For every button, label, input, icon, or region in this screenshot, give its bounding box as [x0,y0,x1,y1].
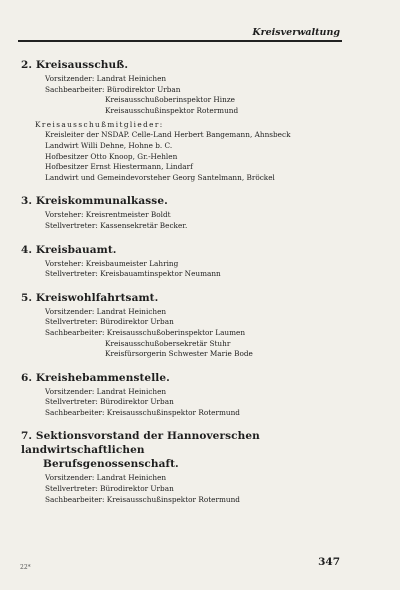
entry-line: Sachbearbeiter: Bürodirektor Urban [45,84,181,94]
section-title-line1: 7. Sektionsvorstand der Hannoverschen landwirtschaftlichen [21,430,260,457]
entry-line: Vorsitzender: Landrat Heinichen [45,386,167,396]
entry-line: Kreisausschußobersekretär Stuhr [105,338,231,348]
entry-line: Sachbearbeiter: Kreisausschußinspektor Rotermund [45,407,240,417]
entry-line: Kreisausschußoberinspektor Hinze [105,95,235,105]
members-heading: Kreisausschußmitglieder: [35,120,164,130]
signature-mark: 22* [20,564,31,571]
entry-line: Stellvertreter: Kreisbauamtinspektor Neumann [45,269,221,279]
section-title-line2: Berufsgenossenschaft. [43,458,179,471]
section-kreiskommunalkasse [21,194,350,231]
member-line: Hofbesitzer Otto Knoop, Gr.-Hehlen [45,151,178,161]
member-line: Landwirt und Gemeindevorsteher Georg Santelmann, Bröckel [45,172,275,182]
entry-line: Vorsitzender: Landrat Heinichen [45,473,167,483]
entry-line: Vorsitzender: Landrat Heinichen [45,306,167,316]
entry-line: Stellvertreter: Kassensekretär Becker. [45,220,188,230]
entry-line: Sachbearbeiter: Kreisausschußinspektor Rotermund [45,494,240,504]
section-title: 6. Kreishebammenstelle. [21,371,170,384]
entry-line: Stellvertreter: Bürodirektor Urban [45,397,174,407]
section-title: 2. Kreisausschuß. [21,59,129,71]
section-kreishebammenstelle [21,371,350,419]
section-kreiswohlfahrtsamt [21,291,350,360]
member-line: Kreisleiter der NSDAP. Celle-Land Herbert Bangemann, Ahnsbeck [45,130,291,140]
running-header: Kreisverwaltung [252,27,340,38]
section-kreisausschuss [21,58,350,183]
member-line: Landwirt Willi Dehne, Hohne b. C. [45,140,173,150]
entry-line: Sachbearbeiter: Kreisausschußoberinspektor Laumen [45,327,246,337]
entry-line: Vorsteher: Kreisrentmeister Boldt [45,210,171,220]
entry-line: Vorsitzender: Landrat Heinichen [45,74,167,83]
entry-line: Kreisausschußinspektor Rotermund [105,105,239,115]
page-content [21,58,350,516]
header-rule [18,40,342,42]
entry-line: Stellvertreter: Bürodirektor Urban [45,484,174,494]
section-kreisbauamt [21,243,350,280]
section-title: 4. Kreisbauamt. [21,243,117,256]
section-title [21,429,350,471]
page-number: 347 [318,556,340,568]
section-sektionsvorstand [21,429,350,505]
section-title: 5. Kreiswohlfahrtsamt. [21,291,159,304]
entry-line: Stellvertreter: Bürodirektor Urban [45,317,174,327]
entry-line: Vorsteher: Kreisbaumeister Lahring [45,258,179,268]
section-title: 3. Kreiskommunalkasse. [21,195,168,208]
member-line: Hofbesitzer Ernst Hiestermann, Lindarf [45,162,193,172]
entry-line: Kreisfürsorgerin Schwester Marie Bode [105,349,253,359]
